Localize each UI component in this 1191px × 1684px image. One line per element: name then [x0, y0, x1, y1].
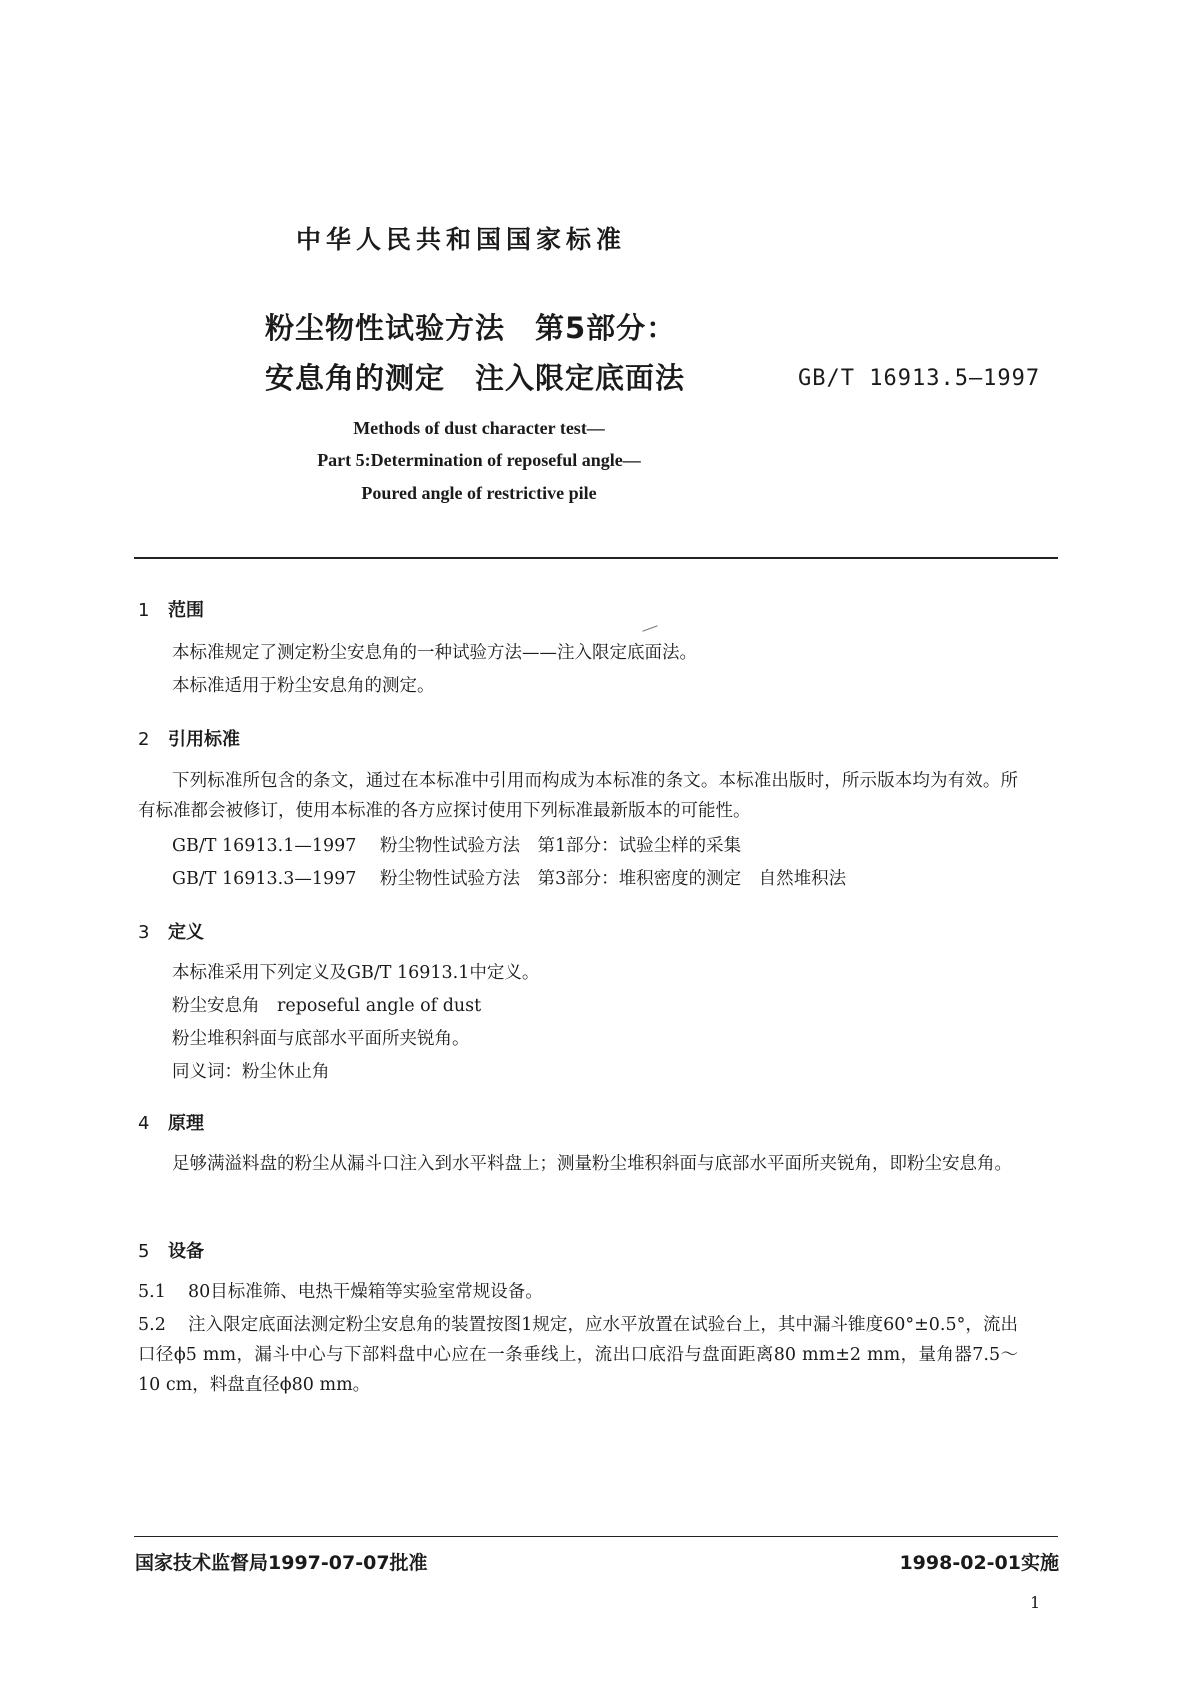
section-number: 2: [138, 729, 150, 750]
english-title-line-1: Methods of dust character test—: [353, 418, 605, 438]
paragraph: 本标准适用于粉尘安息角的测定。: [172, 676, 435, 696]
section-title: 原理: [168, 1113, 204, 1134]
section-number: 3: [138, 922, 150, 943]
section-heading-equipment: [138, 1237, 204, 1263]
section-title: 范围: [168, 600, 204, 621]
page-number: 1: [1030, 1593, 1041, 1612]
section-number: 1: [138, 600, 150, 621]
document-title-line-2: 安息角的测定 注入限定底面法: [265, 361, 686, 395]
term: 粉尘安息角 reposeful angle of dust: [172, 996, 482, 1016]
reference-entry: [172, 864, 846, 894]
scan-mark: [642, 625, 657, 631]
section-number: 5: [138, 1241, 150, 1262]
issuing-authority: 中华人民共和国国家标准: [296, 225, 627, 254]
reference-entry: [172, 831, 741, 861]
clause-text: 80目标准筛、电热干燥箱等实验室常规设备。: [188, 1282, 543, 1302]
reference-code: GB/T 16913.3—1997: [172, 869, 357, 889]
reference-code: GB/T 16913.1—1997: [172, 836, 357, 856]
clause-number: 5.1: [138, 1282, 166, 1302]
section-heading-scope: [138, 596, 204, 622]
paragraph: 本标准采用下列定义及GB/T 16913.1中定义。: [172, 963, 540, 983]
clause-5-1: [138, 1277, 543, 1307]
standard-code: GB/T 16913.5—1997: [798, 366, 1041, 391]
english-title-line-2: Part 5:Determination of reposeful angle—: [317, 450, 641, 470]
term-definition: 粉尘堆积斜面与底部水平面所夹锐角。: [172, 1029, 470, 1049]
section-heading-definitions: [138, 918, 204, 944]
document-title-line-1: 粉尘物性试验方法 第5部分：: [265, 311, 677, 345]
footer-divider: [134, 1536, 1058, 1537]
section-title: 定义: [168, 922, 204, 943]
clause-5-2: [138, 1310, 1018, 1400]
synonym: 同义词：粉尘休止角: [172, 1062, 330, 1082]
paragraph: 本标准规定了测定粉尘安息角的一种试验方法——注入限定底面法。: [172, 643, 697, 663]
section-title: 设备: [168, 1241, 204, 1262]
reference-title: 粉尘物性试验方法 第3部分：堆积密度的测定 自然堆积法: [380, 869, 847, 889]
paragraph: 足够满溢料盘的粉尘从漏斗口注入到水平料盘上；测量粉尘堆积斜面与底部水平面所夹锐角，即粉尘安息角。: [172, 1154, 1012, 1174]
paragraph: 下列标准所包含的条文，通过在本标准中引用而构成为本标准的条文。本标准出版时，所示版本均为有效。所有标准都会被修订，使用本标准的各方应探讨使用下列标准最新版本的可能性。: [138, 771, 1018, 821]
section-heading-principle: [138, 1109, 204, 1135]
header-divider: [134, 557, 1058, 559]
clause-text: 注入限定底面法测定粉尘安息角的装置按图1规定，应水平放置在试验台上，其中漏斗锥度60°±0.5°，流出口径ϕ5 mm，漏斗中心与下部料盘中心应在一条垂线上，流出口底沿与盘面距离80 mm±2 mm，量角器7.5～10 cm，料盘直径ϕ80 mm。: [138, 1315, 1018, 1395]
reference-title: 粉尘物性试验方法 第1部分：试验尘样的采集: [380, 836, 742, 856]
clause-number: 5.2: [138, 1315, 166, 1335]
implementation-date: 1998-02-01实施: [899, 1552, 1059, 1574]
english-title-line-3: Poured angle of restrictive pile: [361, 483, 597, 503]
approval-line: 国家技术监督局1997-07-07批准: [135, 1552, 428, 1574]
section-heading-references: [138, 725, 240, 751]
section-title: 引用标准: [168, 729, 240, 750]
section-number: 4: [138, 1113, 150, 1134]
